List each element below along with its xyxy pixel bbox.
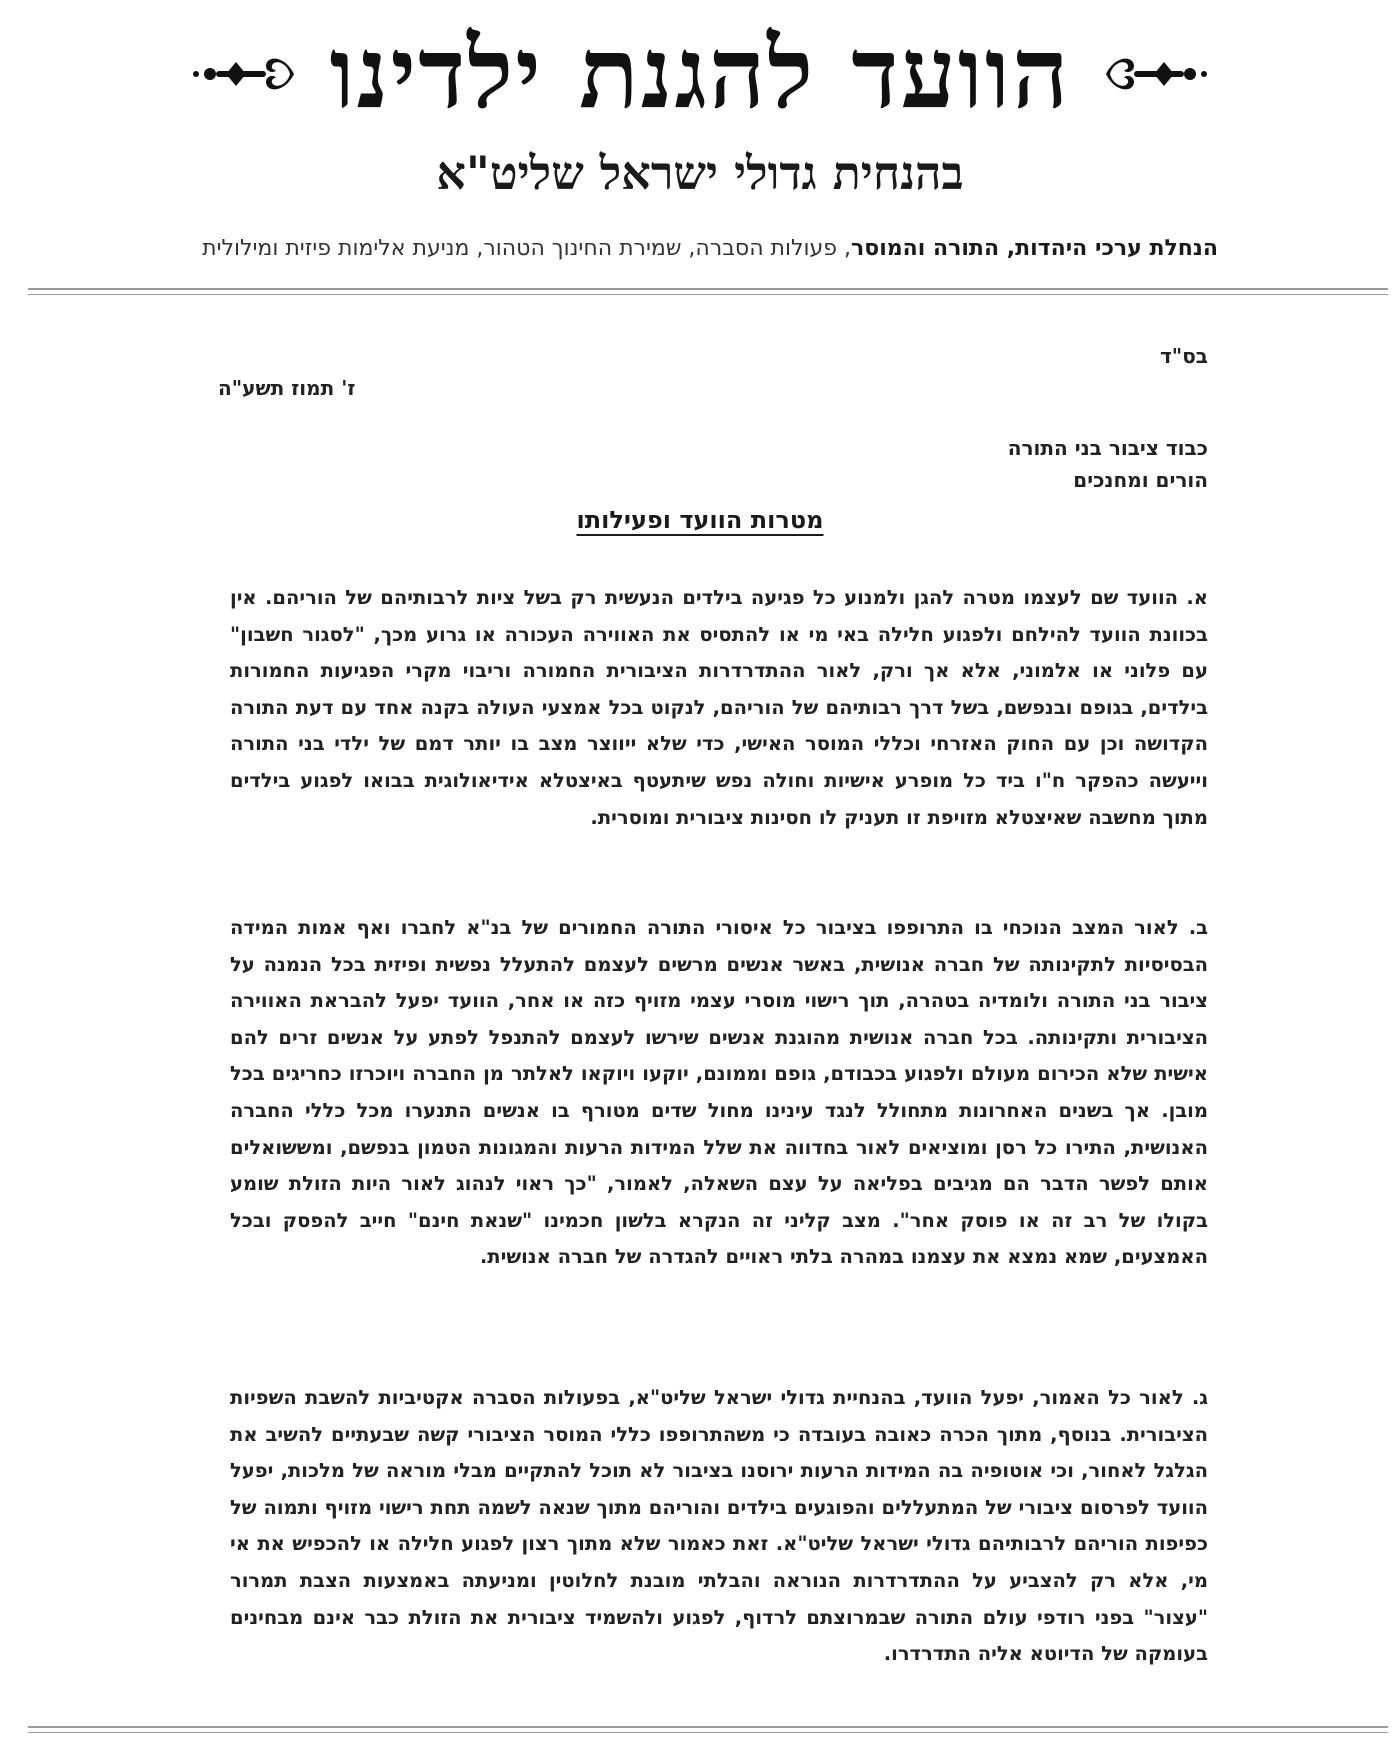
paragraph-alef: א. הוועד שם לעצמו מטרה להגן ולמנוע כל פגיעה בילדים הנעשית רק בשל ציות לרבותיהם של הוריהם. אין בכוונת הוועד להילחם ולפגוע חלילה באי מי או להתסיס את האווירה העכורה או גרוע מכך, "לסגור חשבון" עם פלוני או אלמוני, אלא אך ורק, לאור ההתדרדרות הציבורית החמורה וריבוי מקרי הפגיעות החמורות בילדים, בגופם ובנפשם, בשל דרך רבותיהם של הוריהם, לנקוט בכל אמצעי העולה בקנה אחד עם דעת התורה הקדושה וכן עם החוק האזרחי וכללי המוסר האישי, כדי שלא ייווצר מצב בו יותר דמם של ילדי בני התורה וייעשה כהפקר ח"ו ביד כל מופרע אישיות וחולה נפש שיתעטף באיצטלא אידיאולוגית בבואו לפגוע בילדים מתוך מחשבה שאיצטלא מזויפת זו תעניק לו חסינות ציבורית ומוסרית. [230,586,1208,829]
header-divider [28,288,1388,299]
letter-date: ז' תמוז תשע"ה [218,376,356,400]
letterhead-masthead [0,14,1400,134]
addressee-line: הורים ומחנכים [1073,468,1208,492]
bsd-mark: בס"ד [1160,344,1208,368]
fleur-ornament-icon [1094,44,1214,104]
activity-areas-rest: , פעולות הסברה, שמירת החינוך הטהור, מניעת אלימות פיזית ומילולית [202,236,852,261]
footer-divider [28,1726,1388,1737]
organization-subtitle: בהנחית גדולי ישראל שליט"א [436,146,964,200]
divider-line [28,294,1388,295]
organization-title: הוועד להגנת ילדינו [329,16,1071,131]
addressee [1008,432,1208,496]
divider-line [28,1732,1388,1733]
fleur-ornament-icon [186,44,306,104]
activity-areas [178,236,1218,261]
addressee-line: כבוד ציבור בני התורה [1007,436,1208,460]
letter-heading-text: מטרות הוועד ופעילותו [576,506,824,534]
letter-heading [0,506,1400,534]
paragraph-gimel: ג. לאור כל האמור, יפעל הוועד, בהנחיית גדולי ישראל שליט"א, בפעולות הסברה אקטיביות להשבת השפיות הציבורית. בנוסף, מתוך הכרה כאובה בעובדה כי משהתרופפו כללי המוסר הציבורי קשה שבעתיים להשיב את הגלגל לאחור, וכי אוטופיה בה המידות הרעות ירוסנו בציבור לא תוכל להתקיים מבלי מוראה של מלכות, יפעל הוועד לפרסום ציבורי של המתעללים והפוגעים בילדים והוריהם מתוך שנאה לשמה תחת רישוי מזויף ותמוה של כפיפות הוריהם לרבותיהם גדולי ישראל שליט"א. זאת כאמור שלא מתוך רצון לפגוע חלילה או להכפיש את אי מי, אלא רק להצביע על ההתדרדרות הנוראה והבלתי מובנת לחלוטין ומניעתה באמצעות הצבת תמרור "עצור" בפני רודפי עולם התורה שבמרוצתם לרדוף, לפגוע ולהשמיד ציבורית את הזולת כבר אינם מבחינים בעומקה של הדיוטא אליה התדרדרו. [230,1386,1208,1666]
activity-areas-bold: הנחלת ערכי היהדות, התורה והמוסר [851,236,1218,261]
divider-line [28,1726,1388,1728]
divider-line [28,288,1388,290]
paragraph-bet: ב. לאור המצב הנוכחי בו התרופפו בציבור כל איסורי התורה החמורים של בנ"א לחברו ואף אמות המידה הבסיסיות לתקינותה של חברה אנושית, באשר אנשים מרשים לעצמם להתעלל נפשית ופיזית בכל הנמנה על ציבור בני התורה ולומדיה בטהרה, תוך רישוי מוסרי עצמי מזויף כזה או אחר, הוועד יפעל להבראת האווירה הציבורית ותקינותה. בכל חברה אנושית מהוגנת אנשים שירשו לעצמם להתנפל לפתע על אנשים זרים להם אישית שלא הכירום מעולם ולפגוע בכבודם, גופם וממונם, יוקעו ויוקאו לאלתר מן החברה ויוכרזו כחריגים בכל מובן. אך בשנים האחרונות מתחולל לנגד עינינו מחול שדים מטורף בו אנשים התנערו מכל כללי החברה האנושית, התירו כל רסן ומוציאים לאור בחדווה את שלל המידות הרעות והמגונות הטמון בנפשם, ומששואלים אותם לפשר הדבר הם מגיבים בפליאה על עצם השאלה, לאמור, "כך ראוי לנהוג לאור היות הזולת שומע בקולו של רב זה או פוסק אחר". מצב קליני זה הנקרא בלשון חכמינו "שנאת חינם" חייב להפסק ובכל האמצעים, שמא נמצא את עצמנו במהרה בלתי ראויים להגדרה של חברה אנושית. [230,916,1208,1269]
